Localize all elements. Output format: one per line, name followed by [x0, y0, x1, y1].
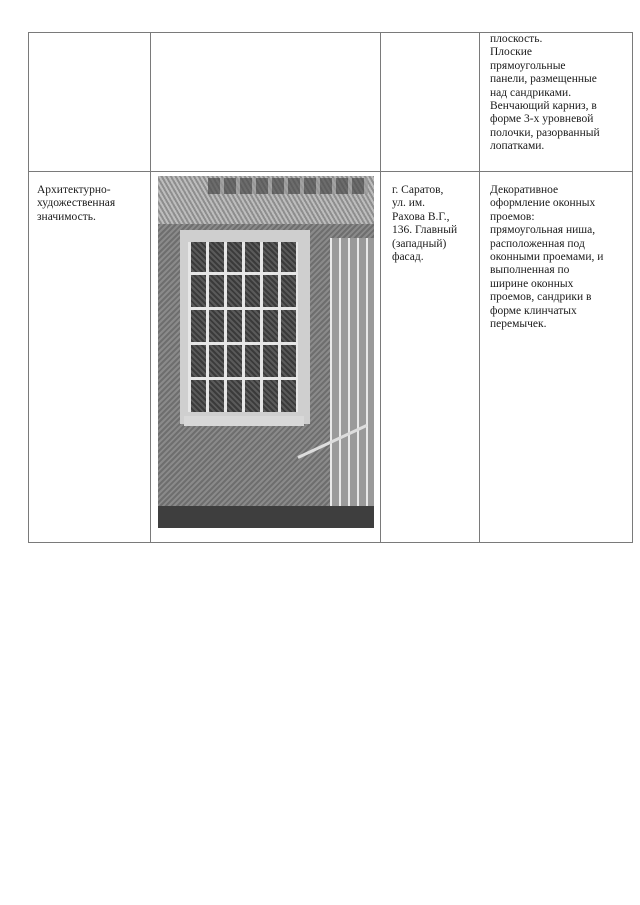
text-line: выполненная по	[490, 264, 570, 277]
description-text	[480, 172, 632, 331]
category-text	[29, 172, 150, 224]
text-line: оконными проемами, и	[490, 251, 604, 264]
table-cell-description	[480, 172, 633, 543]
text-line: панели, размещенные	[490, 73, 597, 86]
table-cell-category	[29, 172, 151, 543]
text-line: г. Саратов,	[392, 184, 444, 196]
table-cell-description	[480, 33, 633, 172]
text-line: полочки, разорванный	[490, 126, 600, 139]
table-cell-address	[381, 172, 480, 543]
text-line: лопатками.	[490, 140, 545, 153]
text-line: фасад.	[392, 251, 424, 264]
text-line: расположенная под	[490, 237, 585, 250]
address-text	[381, 172, 479, 264]
text-line: прямоугольная ниша,	[490, 224, 596, 237]
text-line: над сандриками.	[490, 86, 572, 99]
text-line: проемов:	[490, 210, 535, 223]
text-line: Рахова В.Г.,	[392, 210, 450, 223]
table-cell-empty	[151, 33, 381, 172]
text-line: ул. им.	[392, 197, 426, 210]
text-line: оформление оконных	[490, 197, 596, 210]
text-line: Венчающий карниз, в	[490, 100, 597, 113]
text-line: Декоративное	[490, 184, 559, 196]
photo-sign-letters	[208, 178, 368, 194]
text-line: Архитектурно-	[37, 184, 111, 196]
monument-table	[28, 32, 633, 543]
table-cell-empty	[29, 33, 151, 172]
photo-door	[330, 238, 374, 528]
text-line: ширине оконных	[490, 277, 574, 290]
description-text	[480, 33, 632, 154]
table-cell-empty	[381, 33, 480, 172]
text-line: плоскость.	[490, 33, 543, 45]
text-line: перемычек.	[490, 318, 547, 331]
photo-window-grille-horizontal	[188, 242, 298, 412]
photo-step	[158, 506, 374, 528]
photo-window-sill	[184, 416, 304, 426]
text-line: художественная	[37, 197, 116, 210]
facade-photo	[158, 176, 374, 528]
text-line: 136. Главный	[392, 224, 458, 237]
text-line: (западный)	[392, 237, 447, 250]
text-line: проемов, сандрики в	[490, 291, 592, 304]
table-cell-photo	[151, 172, 381, 543]
table-row	[29, 172, 633, 543]
table-row	[29, 33, 633, 172]
text-line: форме 3-х уровневой	[490, 113, 594, 126]
text-line: прямоугольные	[490, 59, 566, 72]
text-line: значимость.	[37, 210, 96, 223]
text-line: Плоские	[490, 46, 533, 59]
text-line: форме клинчатых	[490, 304, 577, 317]
